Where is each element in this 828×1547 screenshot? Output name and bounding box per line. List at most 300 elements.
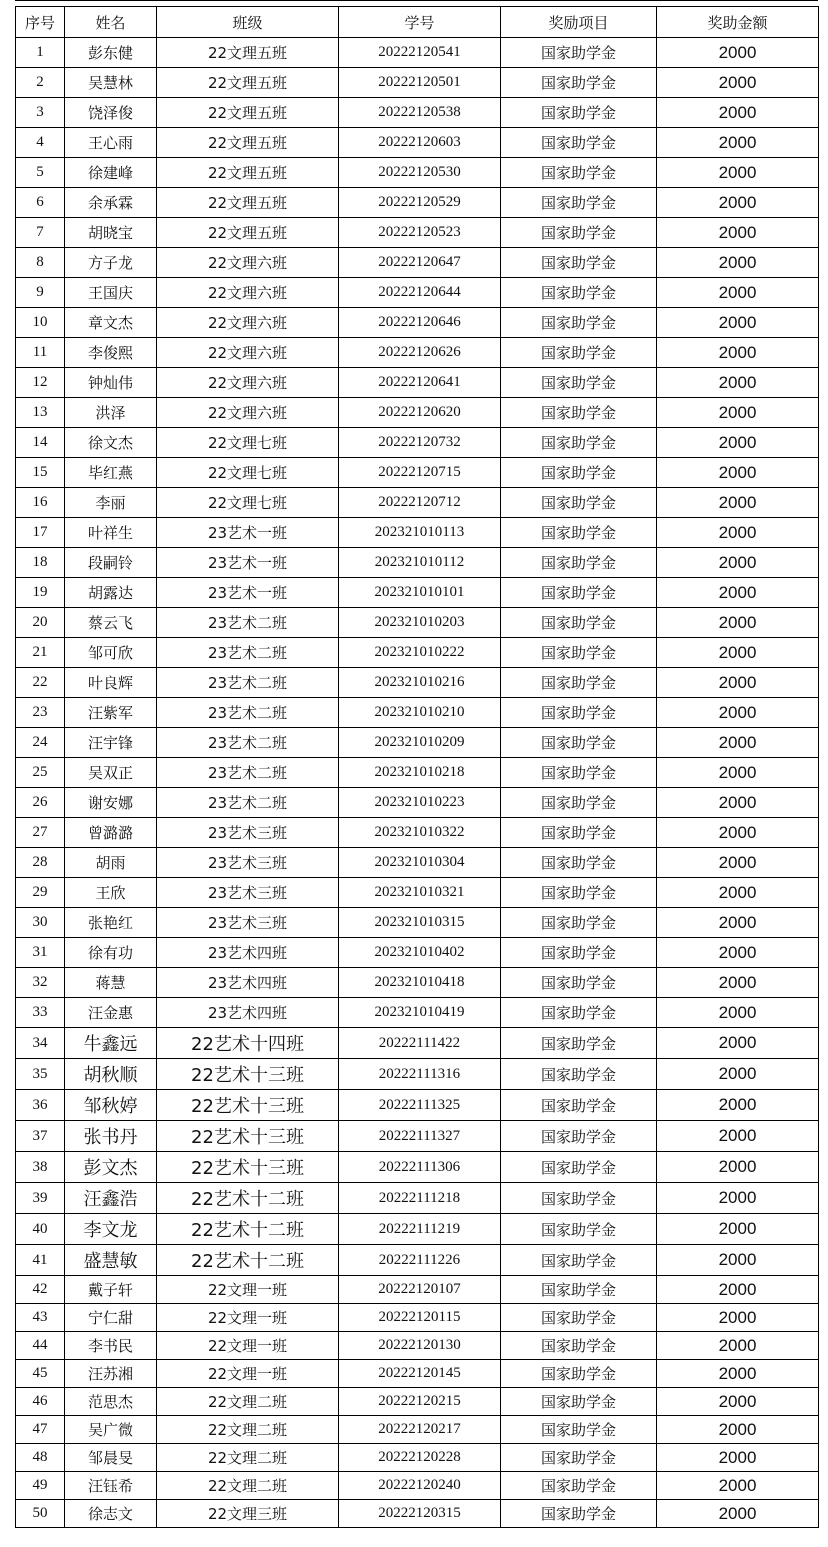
cell-student-id: 202321010210 — [339, 698, 501, 728]
table-row — [16, 1472, 819, 1500]
cell-amount: 2000 — [657, 698, 819, 728]
cell-amount: 2000 — [657, 38, 819, 68]
cell-name: 王欣 — [65, 878, 157, 908]
cell-award-item: 国家助学金 — [501, 1276, 657, 1304]
cell-index: 4 — [16, 128, 65, 158]
cell-amount: 2000 — [657, 1214, 819, 1245]
cell-award-item: 国家助学金 — [501, 1121, 657, 1152]
cell-award-item: 国家助学金 — [501, 98, 657, 128]
cell-amount: 2000 — [657, 308, 819, 338]
cell-amount: 2000 — [657, 608, 819, 638]
cell-student-id: 20222120603 — [339, 128, 501, 158]
cell-class: 22文理二班 — [157, 1444, 339, 1472]
cell-award-item: 国家助学金 — [501, 1304, 657, 1332]
cell-class: 22文理三班 — [157, 1500, 339, 1528]
cell-class: 22文理一班 — [157, 1276, 339, 1304]
cell-student-id: 202321010223 — [339, 788, 501, 818]
cell-award-item: 国家助学金 — [501, 668, 657, 698]
cell-name: 王心雨 — [65, 128, 157, 158]
table-row — [16, 818, 819, 848]
cell-student-id: 202321010222 — [339, 638, 501, 668]
cell-amount: 2000 — [657, 398, 819, 428]
cell-student-id: 20222111218 — [339, 1183, 501, 1214]
table-body — [16, 38, 819, 1528]
header-class: 班级 — [157, 7, 339, 38]
cell-student-id: 20222120107 — [339, 1276, 501, 1304]
cell-student-id: 202321010419 — [339, 998, 501, 1028]
table-row — [16, 548, 819, 578]
cell-student-id: 202321010113 — [339, 518, 501, 548]
cell-class: 22艺术十三班 — [157, 1152, 339, 1183]
header-amount: 奖助金额 — [657, 7, 819, 38]
cell-class: 23艺术四班 — [157, 938, 339, 968]
cell-class: 23艺术二班 — [157, 728, 339, 758]
cell-name: 邹秋婷 — [65, 1090, 157, 1121]
table-row — [16, 608, 819, 638]
cell-name: 范思杰 — [65, 1388, 157, 1416]
table-row — [16, 668, 819, 698]
header-award-item: 奖励项目 — [501, 7, 657, 38]
cell-award-item: 国家助学金 — [501, 338, 657, 368]
cell-award-item: 国家助学金 — [501, 1388, 657, 1416]
cell-name: 徐文杰 — [65, 428, 157, 458]
cell-index: 22 — [16, 668, 65, 698]
table-row — [16, 1500, 819, 1528]
cell-student-id: 20222120240 — [339, 1472, 501, 1500]
table-row — [16, 68, 819, 98]
cell-amount: 2000 — [657, 1416, 819, 1444]
cell-student-id: 20222120620 — [339, 398, 501, 428]
table-row — [16, 848, 819, 878]
table-row — [16, 728, 819, 758]
cell-index: 27 — [16, 818, 65, 848]
cell-award-item: 国家助学金 — [501, 428, 657, 458]
table-row — [16, 1183, 819, 1214]
cell-index: 21 — [16, 638, 65, 668]
cell-award-item: 国家助学金 — [501, 1183, 657, 1214]
cell-amount: 2000 — [657, 188, 819, 218]
cell-index: 6 — [16, 188, 65, 218]
table-row — [16, 308, 819, 338]
cell-name: 戴子轩 — [65, 1276, 157, 1304]
table-row — [16, 1090, 819, 1121]
cell-name: 汪钰希 — [65, 1472, 157, 1500]
cell-amount: 2000 — [657, 1183, 819, 1214]
cell-student-id: 20222120626 — [339, 338, 501, 368]
cell-student-id: 20222111422 — [339, 1028, 501, 1059]
cell-student-id: 202321010112 — [339, 548, 501, 578]
cell-award-item: 国家助学金 — [501, 728, 657, 758]
cell-index: 39 — [16, 1183, 65, 1214]
cell-amount: 2000 — [657, 458, 819, 488]
cell-class: 22文理五班 — [157, 188, 339, 218]
cell-student-id: 20222120130 — [339, 1332, 501, 1360]
table-wrapper — [15, 6, 818, 1528]
cell-award-item: 国家助学金 — [501, 68, 657, 98]
cell-class: 23艺术三班 — [157, 848, 339, 878]
cell-index: 34 — [16, 1028, 65, 1059]
cell-class: 22文理六班 — [157, 338, 339, 368]
cell-student-id: 20222120647 — [339, 248, 501, 278]
cell-name: 徐志文 — [65, 1500, 157, 1528]
table-row — [16, 278, 819, 308]
cell-name: 彭文杰 — [65, 1152, 157, 1183]
cell-amount: 2000 — [657, 1152, 819, 1183]
cell-amount: 2000 — [657, 1304, 819, 1332]
table-row — [16, 428, 819, 458]
cell-student-id: 20222120501 — [339, 68, 501, 98]
cell-class: 23艺术二班 — [157, 638, 339, 668]
cell-class: 22文理一班 — [157, 1360, 339, 1388]
cell-award-item: 国家助学金 — [501, 458, 657, 488]
cell-class: 23艺术三班 — [157, 908, 339, 938]
cell-student-id: 202321010216 — [339, 668, 501, 698]
table-row — [16, 788, 819, 818]
cell-student-id: 20222111219 — [339, 1214, 501, 1245]
cell-index: 37 — [16, 1121, 65, 1152]
cell-class: 23艺术三班 — [157, 818, 339, 848]
cell-index: 41 — [16, 1245, 65, 1276]
cell-student-id: 20222120228 — [339, 1444, 501, 1472]
cell-amount: 2000 — [657, 1444, 819, 1472]
cell-name: 李文龙 — [65, 1214, 157, 1245]
table-row — [16, 1276, 819, 1304]
cell-student-id: 20222120541 — [339, 38, 501, 68]
cell-award-item: 国家助学金 — [501, 638, 657, 668]
cell-amount: 2000 — [657, 818, 819, 848]
table-row — [16, 188, 819, 218]
cell-amount: 2000 — [657, 1472, 819, 1500]
cell-amount: 2000 — [657, 938, 819, 968]
cell-award-item: 国家助学金 — [501, 128, 657, 158]
table-row — [16, 458, 819, 488]
cell-award-item: 国家助学金 — [501, 908, 657, 938]
cell-amount: 2000 — [657, 788, 819, 818]
cell-name: 段嗣铃 — [65, 548, 157, 578]
cell-award-item: 国家助学金 — [501, 158, 657, 188]
cell-award-item: 国家助学金 — [501, 398, 657, 428]
cell-student-id: 20222111226 — [339, 1245, 501, 1276]
cell-index: 20 — [16, 608, 65, 638]
cell-index: 33 — [16, 998, 65, 1028]
cell-student-id: 202321010418 — [339, 968, 501, 998]
cell-index: 17 — [16, 518, 65, 548]
cell-student-id: 20222111306 — [339, 1152, 501, 1183]
cell-amount: 2000 — [657, 248, 819, 278]
table-row — [16, 1360, 819, 1388]
table-row — [16, 98, 819, 128]
cell-award-item: 国家助学金 — [501, 878, 657, 908]
cell-index: 46 — [16, 1388, 65, 1416]
cell-index: 25 — [16, 758, 65, 788]
cell-amount: 2000 — [657, 668, 819, 698]
cell-student-id: 20222120145 — [339, 1360, 501, 1388]
cell-award-item: 国家助学金 — [501, 998, 657, 1028]
cell-class: 22文理一班 — [157, 1304, 339, 1332]
cell-index: 35 — [16, 1059, 65, 1090]
cell-class: 23艺术二班 — [157, 668, 339, 698]
cell-award-item: 国家助学金 — [501, 848, 657, 878]
cell-index: 50 — [16, 1500, 65, 1528]
cell-amount: 2000 — [657, 338, 819, 368]
cell-class: 22艺术十二班 — [157, 1183, 339, 1214]
cell-amount: 2000 — [657, 1500, 819, 1528]
cell-class: 22文理五班 — [157, 98, 339, 128]
cell-amount: 2000 — [657, 998, 819, 1028]
cell-name: 曾潞潞 — [65, 818, 157, 848]
cell-award-item: 国家助学金 — [501, 188, 657, 218]
cell-class: 22文理六班 — [157, 248, 339, 278]
cell-student-id: 202321010321 — [339, 878, 501, 908]
cell-class: 22文理六班 — [157, 398, 339, 428]
cell-student-id: 20222120115 — [339, 1304, 501, 1332]
cell-name: 洪泽 — [65, 398, 157, 428]
cell-name: 胡露达 — [65, 578, 157, 608]
cell-award-item: 国家助学金 — [501, 1245, 657, 1276]
header-name: 姓名 — [65, 7, 157, 38]
cell-class: 22文理七班 — [157, 488, 339, 518]
cell-name: 李丽 — [65, 488, 157, 518]
cell-index: 15 — [16, 458, 65, 488]
table-row — [16, 398, 819, 428]
cell-amount: 2000 — [657, 1245, 819, 1276]
cell-amount: 2000 — [657, 848, 819, 878]
table-row — [16, 578, 819, 608]
cell-index: 3 — [16, 98, 65, 128]
cell-name: 邹晨旻 — [65, 1444, 157, 1472]
cell-award-item: 国家助学金 — [501, 1444, 657, 1472]
table-row — [16, 1028, 819, 1059]
cell-name: 蔡云飞 — [65, 608, 157, 638]
cell-index: 48 — [16, 1444, 65, 1472]
cell-award-item: 国家助学金 — [501, 1416, 657, 1444]
cell-amount: 2000 — [657, 1090, 819, 1121]
table-row — [16, 638, 819, 668]
header-student-id: 学号 — [339, 7, 501, 38]
table-row — [16, 1332, 819, 1360]
cell-class: 22文理一班 — [157, 1332, 339, 1360]
cell-award-item: 国家助学金 — [501, 818, 657, 848]
cell-student-id: 202321010315 — [339, 908, 501, 938]
cell-class: 22文理六班 — [157, 278, 339, 308]
cell-name: 胡秋顺 — [65, 1059, 157, 1090]
cell-index: 45 — [16, 1360, 65, 1388]
cell-amount: 2000 — [657, 968, 819, 998]
cell-amount: 2000 — [657, 218, 819, 248]
table-row — [16, 1152, 819, 1183]
table-row — [16, 938, 819, 968]
cell-class: 22文理六班 — [157, 368, 339, 398]
cell-name: 徐有功 — [65, 938, 157, 968]
cell-index: 9 — [16, 278, 65, 308]
cell-class: 22艺术十三班 — [157, 1121, 339, 1152]
table-row — [16, 368, 819, 398]
cell-amount: 2000 — [657, 878, 819, 908]
cell-amount: 2000 — [657, 518, 819, 548]
cell-amount: 2000 — [657, 488, 819, 518]
cell-index: 43 — [16, 1304, 65, 1332]
cell-name: 谢安娜 — [65, 788, 157, 818]
cell-index: 13 — [16, 398, 65, 428]
cell-amount: 2000 — [657, 368, 819, 398]
cell-name: 邹可欣 — [65, 638, 157, 668]
cell-name: 李书民 — [65, 1332, 157, 1360]
cell-award-item: 国家助学金 — [501, 548, 657, 578]
cell-award-item: 国家助学金 — [501, 938, 657, 968]
cell-student-id: 20222120529 — [339, 188, 501, 218]
cell-class: 22文理五班 — [157, 38, 339, 68]
cell-index: 7 — [16, 218, 65, 248]
cell-student-id: 20222120217 — [339, 1416, 501, 1444]
cell-award-item: 国家助学金 — [501, 788, 657, 818]
cell-award-item: 国家助学金 — [501, 1028, 657, 1059]
cell-student-id: 20222111316 — [339, 1059, 501, 1090]
cell-class: 23艺术一班 — [157, 578, 339, 608]
cell-award-item: 国家助学金 — [501, 1152, 657, 1183]
table-row — [16, 488, 819, 518]
cell-amount: 2000 — [657, 98, 819, 128]
cell-student-id: 202321010304 — [339, 848, 501, 878]
cell-award-item: 国家助学金 — [501, 1332, 657, 1360]
cell-student-id: 20222120732 — [339, 428, 501, 458]
cell-index: 12 — [16, 368, 65, 398]
cell-index: 1 — [16, 38, 65, 68]
cell-index: 23 — [16, 698, 65, 728]
cell-award-item: 国家助学金 — [501, 1500, 657, 1528]
cell-name: 彭东健 — [65, 38, 157, 68]
cell-index: 24 — [16, 728, 65, 758]
cell-amount: 2000 — [657, 428, 819, 458]
cell-student-id: 20222120530 — [339, 158, 501, 188]
table-row — [16, 158, 819, 188]
cell-class: 22文理五班 — [157, 128, 339, 158]
cell-name: 吴慧林 — [65, 68, 157, 98]
cell-class: 22文理五班 — [157, 218, 339, 248]
cell-name: 钟灿伟 — [65, 368, 157, 398]
cell-amount: 2000 — [657, 1028, 819, 1059]
cell-award-item: 国家助学金 — [501, 1360, 657, 1388]
cell-name: 叶良辉 — [65, 668, 157, 698]
table-row — [16, 758, 819, 788]
cell-student-id: 20222120641 — [339, 368, 501, 398]
cell-award-item: 国家助学金 — [501, 368, 657, 398]
cell-name: 张艳红 — [65, 908, 157, 938]
cell-amount: 2000 — [657, 1360, 819, 1388]
cell-amount: 2000 — [657, 638, 819, 668]
cell-award-item: 国家助学金 — [501, 488, 657, 518]
cell-name: 徐建峰 — [65, 158, 157, 188]
table-row — [16, 338, 819, 368]
cell-index: 11 — [16, 338, 65, 368]
table-row — [16, 1444, 819, 1472]
cell-award-item: 国家助学金 — [501, 1214, 657, 1245]
cell-amount: 2000 — [657, 158, 819, 188]
cell-class: 22文理七班 — [157, 458, 339, 488]
cell-index: 14 — [16, 428, 65, 458]
cell-index: 16 — [16, 488, 65, 518]
table-row — [16, 248, 819, 278]
cell-index: 31 — [16, 938, 65, 968]
cell-name: 张书丹 — [65, 1121, 157, 1152]
table-row — [16, 218, 819, 248]
cell-class: 22文理五班 — [157, 68, 339, 98]
cell-name: 毕红燕 — [65, 458, 157, 488]
cell-name: 盛慧敏 — [65, 1245, 157, 1276]
cell-amount: 2000 — [657, 548, 819, 578]
cell-amount: 2000 — [657, 128, 819, 158]
table-row — [16, 698, 819, 728]
header-row — [16, 7, 819, 38]
cell-amount: 2000 — [657, 1059, 819, 1090]
cell-student-id: 20222120646 — [339, 308, 501, 338]
cell-student-id: 202321010402 — [339, 938, 501, 968]
cell-student-id: 20222120644 — [339, 278, 501, 308]
cell-class: 22文理二班 — [157, 1388, 339, 1416]
cell-class: 23艺术二班 — [157, 788, 339, 818]
cell-student-id: 20222120315 — [339, 1500, 501, 1528]
cell-class: 22艺术十三班 — [157, 1090, 339, 1121]
cell-student-id: 202321010203 — [339, 608, 501, 638]
cell-index: 26 — [16, 788, 65, 818]
cell-name: 胡雨 — [65, 848, 157, 878]
table-row — [16, 1059, 819, 1090]
table-row — [16, 1121, 819, 1152]
table-row — [16, 1388, 819, 1416]
cell-class: 22艺术十二班 — [157, 1245, 339, 1276]
cell-class: 23艺术二班 — [157, 758, 339, 788]
cell-amount: 2000 — [657, 728, 819, 758]
cell-award-item: 国家助学金 — [501, 248, 657, 278]
cell-index: 30 — [16, 908, 65, 938]
cell-class: 22艺术十三班 — [157, 1059, 339, 1090]
cell-award-item: 国家助学金 — [501, 218, 657, 248]
cell-name: 方子龙 — [65, 248, 157, 278]
cell-amount: 2000 — [657, 1388, 819, 1416]
cell-name: 汪金惠 — [65, 998, 157, 1028]
cell-index: 44 — [16, 1332, 65, 1360]
cell-name: 汪苏湘 — [65, 1360, 157, 1388]
cell-class: 23艺术二班 — [157, 698, 339, 728]
cell-index: 32 — [16, 968, 65, 998]
cell-name: 李俊熙 — [65, 338, 157, 368]
cell-student-id: 20222111327 — [339, 1121, 501, 1152]
cell-class: 22艺术十四班 — [157, 1028, 339, 1059]
cell-index: 8 — [16, 248, 65, 278]
cell-name: 余承霖 — [65, 188, 157, 218]
cell-student-id: 20222120538 — [339, 98, 501, 128]
cell-student-id: 20222120712 — [339, 488, 501, 518]
cell-award-item: 国家助学金 — [501, 1472, 657, 1500]
table-row — [16, 1245, 819, 1276]
cell-student-id: 202321010322 — [339, 818, 501, 848]
cell-index: 18 — [16, 548, 65, 578]
cell-award-item: 国家助学金 — [501, 1059, 657, 1090]
cell-name: 汪紫军 — [65, 698, 157, 728]
cell-amount: 2000 — [657, 908, 819, 938]
cell-class: 22艺术十二班 — [157, 1214, 339, 1245]
cell-class: 23艺术二班 — [157, 608, 339, 638]
cell-amount: 2000 — [657, 278, 819, 308]
cell-index: 38 — [16, 1152, 65, 1183]
table-row — [16, 518, 819, 548]
table-row — [16, 998, 819, 1028]
cell-class: 23艺术一班 — [157, 548, 339, 578]
cell-class: 22文理六班 — [157, 308, 339, 338]
cell-class: 23艺术四班 — [157, 968, 339, 998]
cell-name: 汪鑫浩 — [65, 1183, 157, 1214]
cell-student-id: 202321010218 — [339, 758, 501, 788]
top-border — [15, 0, 818, 1]
